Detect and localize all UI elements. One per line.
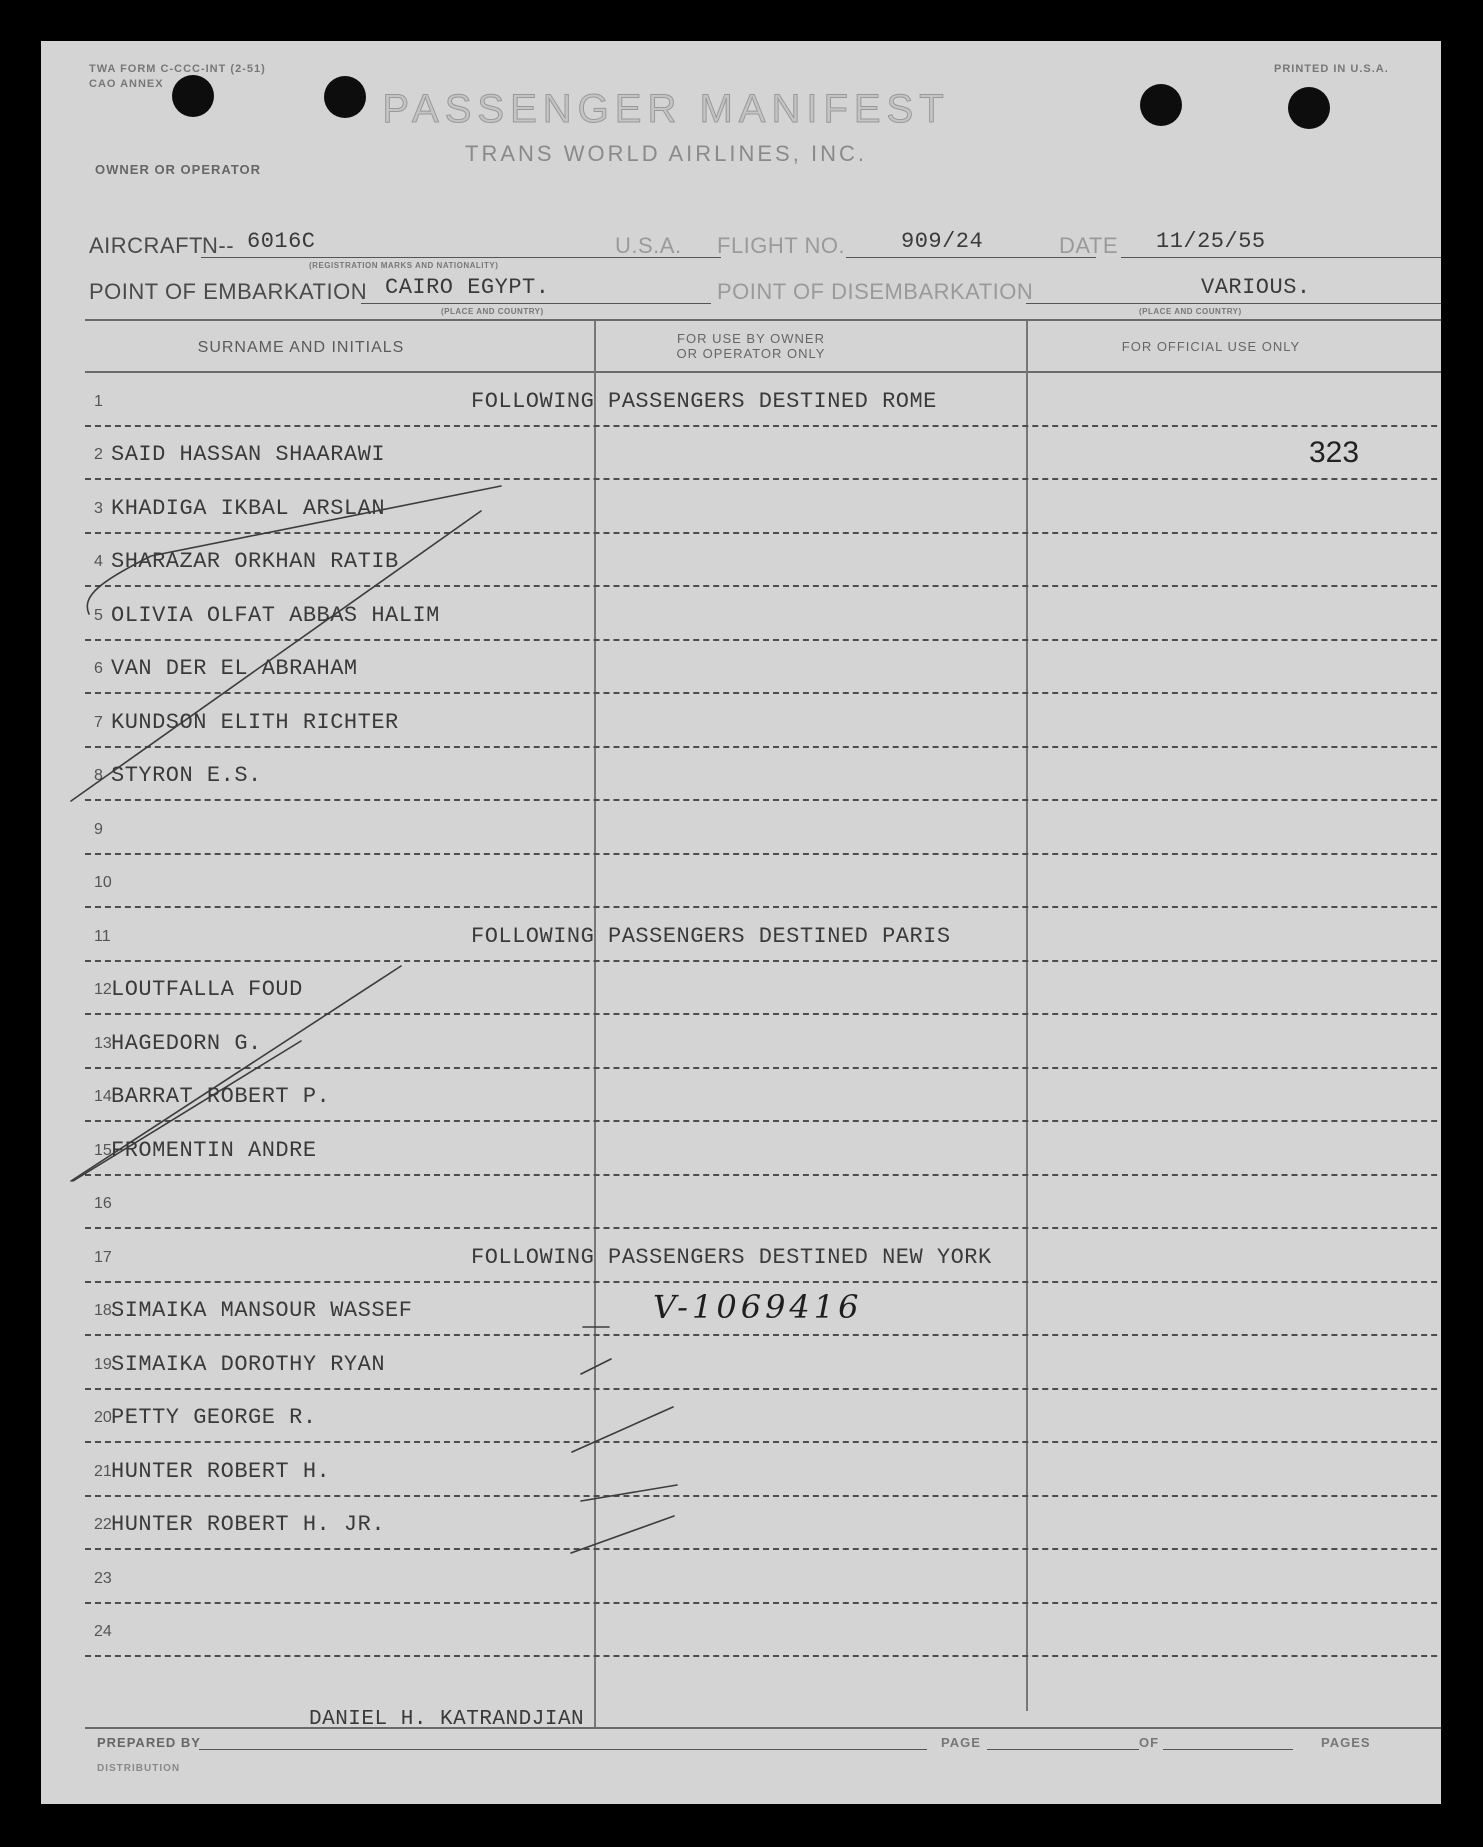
handwritten-visa-note: V-1069416 <box>653 1288 863 1326</box>
destination-heading: FOLLOWING PASSENGERS DESTINED ROME <box>471 389 937 414</box>
aircraft-prefix: N-- <box>202 233 235 258</box>
disembark-caption: (PLACE AND COUNTRY) <box>1139 307 1242 316</box>
col-official-header: FOR OFFICIAL USE ONLY <box>1121 339 1301 354</box>
flight-no-value: 909/24 <box>901 229 984 254</box>
tick-mark <box>572 1407 673 1452</box>
embark-value: CAIRO EGYPT. <box>385 275 550 300</box>
passenger-name: BARRAT ROBERT P. <box>111 1084 331 1109</box>
tick-mark <box>581 1485 677 1501</box>
passenger-name: HAGEDORN G. <box>111 1031 262 1056</box>
passenger-name: SHARAZAR ORKHAN RATIB <box>111 549 399 574</box>
embark-caption: (PLACE AND COUNTRY) <box>441 307 544 316</box>
passenger-name: OLIVIA OLFAT ABBAS HALIM <box>111 603 440 628</box>
flight-no-label: FLIGHT NO. <box>717 233 846 258</box>
form-code: TWA FORM C-CCC-INT (2-51) <box>89 63 266 75</box>
row-number: 2 <box>94 446 103 463</box>
passenger-name: VAN DER EL ABRAHAM <box>111 656 358 681</box>
row-number: 13 <box>94 1035 112 1052</box>
passenger-name: KUNDSON ELITH RICHTER <box>111 710 399 735</box>
page-underline <box>987 1749 1139 1750</box>
col-owner-header-line2: OR OPERATOR ONLY <box>676 346 826 361</box>
prepared-label: PREPARED BY <box>97 1735 201 1750</box>
disembark-value: VARIOUS. <box>1201 275 1311 300</box>
destination-heading: FOLLOWING PASSENGERS DESTINED NEW YORK <box>471 1245 992 1270</box>
row-number: 8 <box>94 767 103 784</box>
row-number: 6 <box>94 660 103 677</box>
distribution-note: DISTRIBUTION <box>97 1763 181 1774</box>
passenger-name: FROMENTIN ANDRE <box>111 1138 317 1163</box>
passenger-name: PETTY GEORGE R. <box>111 1405 317 1430</box>
destination-heading: FOLLOWING PASSENGERS DESTINED PARIS <box>471 924 951 949</box>
row-number: 20 <box>94 1409 112 1426</box>
row-number: 19 <box>94 1356 112 1373</box>
tick-mark <box>571 1516 674 1553</box>
date-value: 11/25/55 <box>1156 229 1266 254</box>
passenger-name: SIMAIKA DOROTHY RYAN <box>111 1352 386 1377</box>
passenger-name: LOUTFALLA FOUD <box>111 977 303 1002</box>
checkmark-stroke <box>73 1041 301 1181</box>
row-number: 9 <box>94 821 103 838</box>
row-number: 10 <box>94 874 112 891</box>
checkmark-stroke <box>71 966 401 1181</box>
row-number: 4 <box>94 553 103 570</box>
of-label: OF <box>1139 1735 1160 1750</box>
row-number: 12 <box>94 981 112 998</box>
aircraft-value: 6016C <box>247 229 316 254</box>
passenger-name: KHADIGA IKBAL ARSLAN <box>111 496 386 521</box>
row-number: 18 <box>94 1302 112 1319</box>
row-number: 11 <box>94 928 111 945</box>
row-number: 21 <box>94 1463 112 1480</box>
passenger-name: STYRON E.S. <box>111 763 262 788</box>
form-annex: CAO ANNEX <box>89 78 164 90</box>
airline-name: TRANS WORLD AIRLINES, INC. <box>465 141 867 166</box>
col-surname-header: SURNAME AND INITIALS <box>197 339 405 356</box>
manifest-sheet <box>41 41 1441 1804</box>
checkmark-stroke <box>71 511 481 801</box>
checkmark-stroke <box>87 486 501 614</box>
prepared-value: DANIEL H. KATRANDJIAN <box>309 1708 585 1731</box>
tick-mark <box>581 1359 611 1374</box>
owner-label: OWNER OR OPERATOR <box>95 162 262 177</box>
disembark-label: POINT OF DISEMBARKATION <box>717 279 1034 304</box>
passenger-name: HUNTER ROBERT H. JR. <box>111 1512 386 1537</box>
row-number: 5 <box>94 607 103 624</box>
row-number: 3 <box>94 500 103 517</box>
date-label: DATE <box>1059 233 1119 258</box>
official-stamp-number: 323 <box>1309 436 1360 469</box>
pages-label: PAGES <box>1321 1735 1371 1750</box>
passenger-name: HUNTER ROBERT H. <box>111 1459 331 1484</box>
row-number: 16 <box>94 1195 112 1212</box>
prepared-underline <box>199 1749 927 1750</box>
embark-label: POINT OF EMBARKATION <box>89 279 368 304</box>
aircraft-caption: (REGISTRATION MARKS AND NATIONALITY) <box>309 261 499 270</box>
form-title: PASSENGER MANIFEST <box>382 87 950 131</box>
of-underline <box>1163 1749 1293 1750</box>
row-number: 24 <box>94 1623 112 1640</box>
aircraft-label: AIRCRAFT <box>89 233 203 258</box>
page-label: PAGE <box>941 1735 981 1750</box>
pen-marks <box>41 41 1441 1804</box>
row-number: 1 <box>94 393 103 410</box>
row-number: 22 <box>94 1516 112 1533</box>
printed-note: PRINTED IN U.S.A. <box>1274 63 1389 75</box>
row-number: 23 <box>94 1570 112 1587</box>
row-number: 15 <box>94 1142 112 1159</box>
row-number: 17 <box>94 1249 112 1266</box>
country-label: U.S.A. <box>615 233 682 258</box>
row-number: 7 <box>94 714 103 731</box>
passenger-name: SIMAIKA MANSOUR WASSEF <box>111 1298 413 1323</box>
passenger-name: SAID HASSAN SHAARAWI <box>111 442 386 467</box>
col-owner-header-line1: FOR USE BY OWNER <box>677 331 825 346</box>
row-number: 14 <box>94 1088 112 1105</box>
